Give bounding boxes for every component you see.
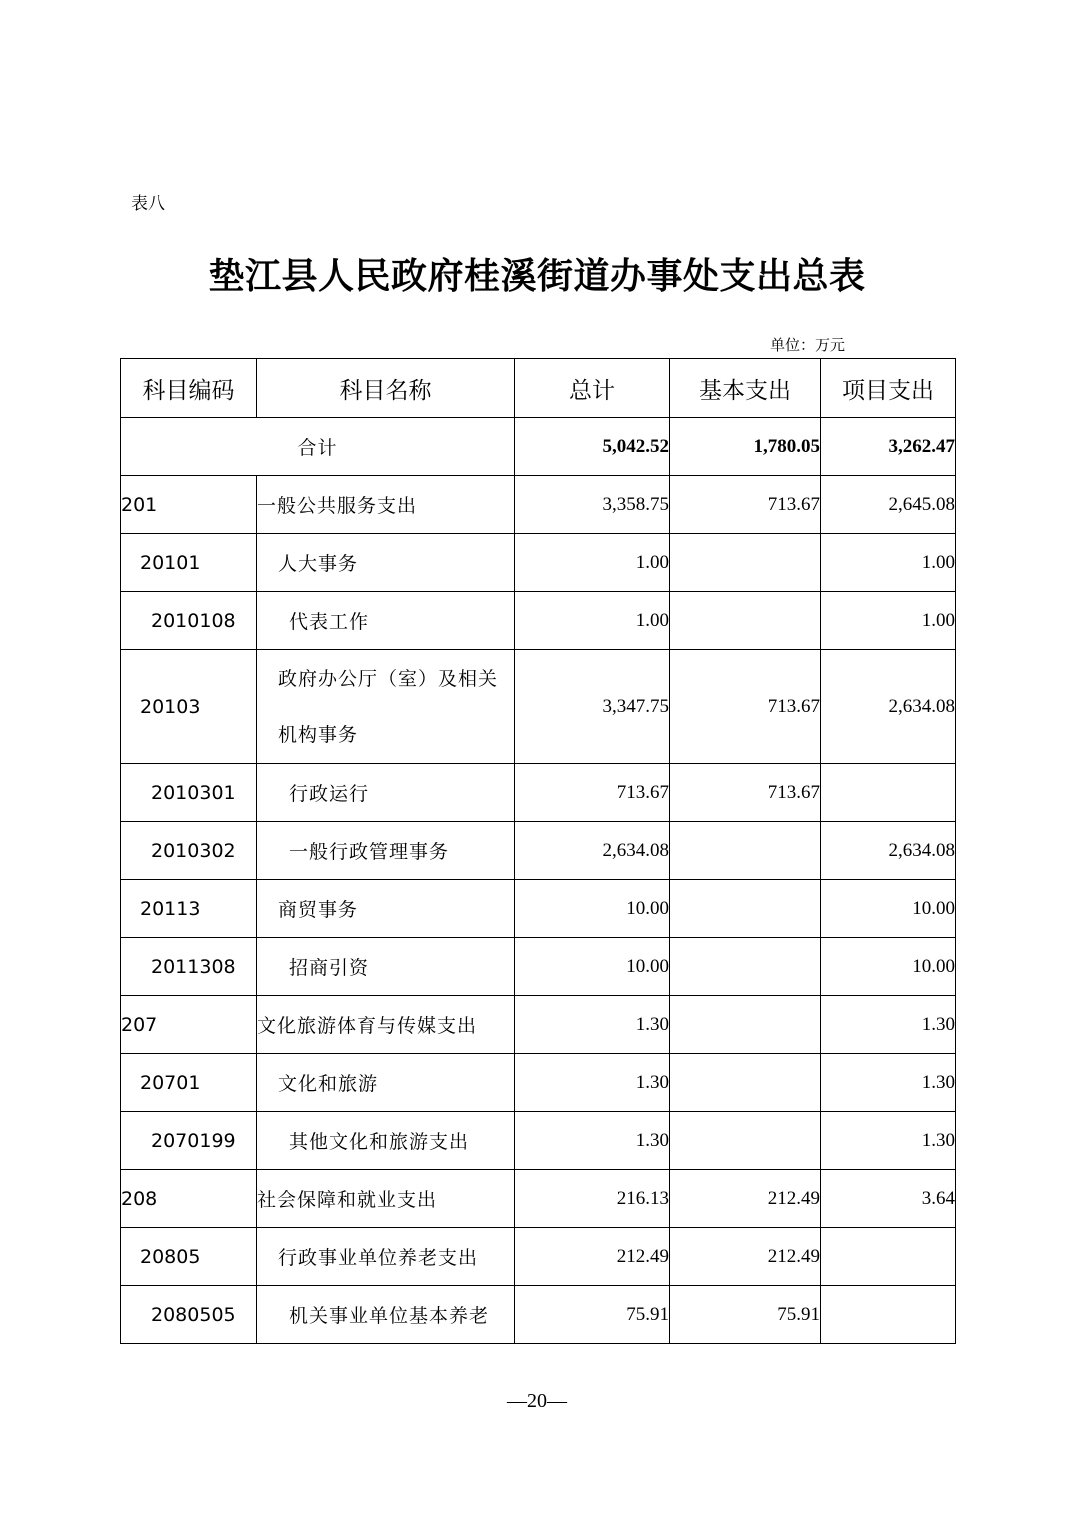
row-name: 行政事业单位养老支出 — [257, 1228, 515, 1286]
row-project — [821, 764, 956, 822]
row-code: 2010301 — [121, 764, 257, 822]
row-basic: 713.67 — [670, 764, 821, 822]
row-code: 2010108 — [121, 592, 257, 650]
row-name: 代表工作 — [257, 592, 515, 650]
row-name: 文化旅游体育与传媒支出 — [257, 996, 515, 1054]
table-row — [121, 938, 956, 996]
total-project: 3,262.47 — [821, 418, 956, 476]
row-total: 1.00 — [515, 592, 670, 650]
row-total: 2,634.08 — [515, 822, 670, 880]
row-total: 75.91 — [515, 1286, 670, 1344]
row-project: 3.64 — [821, 1170, 956, 1228]
row-basic: 212.49 — [670, 1170, 821, 1228]
row-code: 207 — [121, 996, 257, 1054]
table-row — [121, 476, 956, 534]
row-total: 1.30 — [515, 1054, 670, 1112]
table-row — [121, 822, 956, 880]
row-code: 201 — [121, 476, 257, 534]
row-name: 社会保障和就业支出 — [257, 1170, 515, 1228]
row-total: 3,358.75 — [515, 476, 670, 534]
header-name: 科目名称 — [257, 359, 515, 418]
row-total: 216.13 — [515, 1170, 670, 1228]
row-basic — [670, 592, 821, 650]
total-sum: 5,042.52 — [515, 418, 670, 476]
total-row — [121, 418, 956, 476]
row-basic: 212.49 — [670, 1228, 821, 1286]
table-row — [121, 534, 956, 592]
row-project: 10.00 — [821, 880, 956, 938]
row-name: 商贸事务 — [257, 880, 515, 938]
row-code: 208 — [121, 1170, 257, 1228]
table-row — [121, 996, 956, 1054]
row-basic — [670, 1054, 821, 1112]
total-basic: 1,780.05 — [670, 418, 821, 476]
row-basic — [670, 996, 821, 1054]
row-project: 1.30 — [821, 1054, 956, 1112]
header-project: 项目支出 — [821, 359, 956, 418]
row-total: 713.67 — [515, 764, 670, 822]
row-total: 10.00 — [515, 938, 670, 996]
row-basic: 713.67 — [670, 476, 821, 534]
row-basic: 713.67 — [670, 650, 821, 764]
total-label: 合计 — [121, 418, 515, 476]
expenditure-table — [120, 358, 956, 1344]
row-project: 1.30 — [821, 996, 956, 1054]
unit-label: 单位：万元 — [770, 336, 846, 354]
row-basic — [670, 880, 821, 938]
row-basic: 75.91 — [670, 1286, 821, 1344]
table-row — [121, 1054, 956, 1112]
table-row — [121, 592, 956, 650]
row-project: 1.00 — [821, 534, 956, 592]
row-name: 一般公共服务支出 — [257, 476, 515, 534]
row-project: 2,634.08 — [821, 650, 956, 764]
row-name: 机关事业单位基本养老 — [257, 1286, 515, 1344]
row-total: 1.30 — [515, 1112, 670, 1170]
row-code: 20101 — [121, 534, 257, 592]
row-code: 20805 — [121, 1228, 257, 1286]
row-name: 人大事务 — [257, 534, 515, 592]
row-basic — [670, 1112, 821, 1170]
row-name: 其他文化和旅游支出 — [257, 1112, 515, 1170]
row-name: 政府办公厅（室）及相关机构事务 — [257, 650, 515, 764]
row-total: 1.30 — [515, 996, 670, 1054]
row-code: 2070199 — [121, 1112, 257, 1170]
row-code: 2010302 — [121, 822, 257, 880]
table-row — [121, 764, 956, 822]
table-row — [121, 1170, 956, 1228]
row-project: 10.00 — [821, 938, 956, 996]
table-row — [121, 1112, 956, 1170]
header-basic: 基本支出 — [670, 359, 821, 418]
page-number: —20— — [507, 1390, 567, 1412]
row-code: 2080505 — [121, 1286, 257, 1344]
row-basic — [670, 822, 821, 880]
row-project: 2,645.08 — [821, 476, 956, 534]
table-label: 表八 — [131, 194, 165, 214]
header-total: 总计 — [515, 359, 670, 418]
row-basic — [670, 534, 821, 592]
row-code: 20701 — [121, 1054, 257, 1112]
row-name: 文化和旅游 — [257, 1054, 515, 1112]
row-name: 一般行政管理事务 — [257, 822, 515, 880]
row-total: 1.00 — [515, 534, 670, 592]
row-name: 行政运行 — [257, 764, 515, 822]
row-code: 2011308 — [121, 938, 257, 996]
table-row — [121, 1286, 956, 1344]
row-name: 招商引资 — [257, 938, 515, 996]
row-project — [821, 1286, 956, 1344]
row-code: 20113 — [121, 880, 257, 938]
row-project — [821, 1228, 956, 1286]
row-total: 10.00 — [515, 880, 670, 938]
row-project: 1.00 — [821, 592, 956, 650]
row-total: 3,347.75 — [515, 650, 670, 764]
row-total: 212.49 — [515, 1228, 670, 1286]
header-code: 科目编码 — [121, 359, 257, 418]
table-row — [121, 650, 956, 764]
table-header-row — [121, 359, 956, 418]
table-row — [121, 1228, 956, 1286]
page-title: 垫江县人民政府桂溪街道办事处支出总表 — [208, 256, 866, 297]
row-project: 2,634.08 — [821, 822, 956, 880]
row-basic — [670, 938, 821, 996]
row-project: 1.30 — [821, 1112, 956, 1170]
table-row — [121, 880, 956, 938]
row-code: 20103 — [121, 650, 257, 764]
